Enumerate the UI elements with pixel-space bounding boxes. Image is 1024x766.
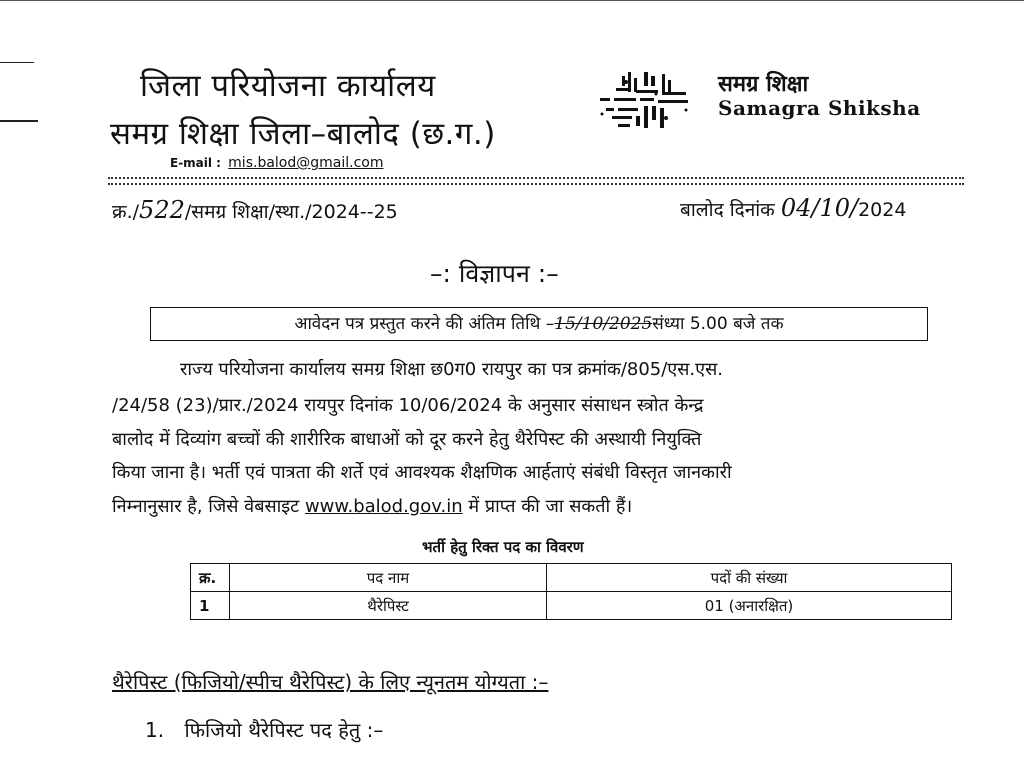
table-cell: थैरेपिस्ट [230,592,547,620]
date-year: 2024 [858,199,907,221]
email-label: E-mail : [170,156,221,170]
website-link[interactable]: www.balod.gov.in [304,496,463,517]
deadline-box [150,307,928,341]
header-divider [108,177,964,179]
scan-mark [0,62,34,63]
table-row [191,592,952,620]
item-number: 1. [145,718,165,742]
body-line: /24/58 (23)/प्रार./2024 रायपुर दिनांक 10/06/2024 के अनुसार संसाधन स्त्रोत केन्द्र [112,395,704,416]
date-handwritten: 04/10/ [780,194,859,222]
scan-mark [0,120,38,122]
reference-prefix: क्र./ [112,201,140,223]
notice-heading: –: विज्ञापन :– [430,259,559,288]
column-header: पद नाम [230,564,547,592]
column-header: क्र. [191,564,230,592]
table-header-row [191,564,952,592]
office-name-line1: जिला परियोजना कार्यालय [140,68,436,104]
vacancy-table [190,563,952,620]
samagra-shiksha-logo-icon [596,70,706,134]
deadline-label: आवेदन पत्र प्रस्तुत करने की अंतिम तिथि – [294,314,555,334]
column-header: पदों की संख्या [547,564,952,592]
table-cell: 1 [191,592,230,620]
date-prefix: बालोद दिनांक [680,199,775,221]
body-text: निम्नानुसार है, जिसे वेबसाइट [112,496,300,517]
body-line: राज्य परियोजना कार्यालय समग्र शिक्षा छ0ग0 रायपुर का पत्र क्रमांक/805/एस.एस. [180,359,723,380]
email-line [170,155,383,171]
item-text: फिजियो थैरेपिस्ट पद हेतु :– [184,718,384,742]
reference-number [112,196,398,224]
header-divider [108,183,964,185]
table-cell: 01 (अनारक्षित) [547,592,952,620]
reference-date [680,194,906,222]
deadline-date: 15/10/2025 [554,314,653,334]
qualification-item [145,716,383,743]
scan-edge [0,0,1024,1]
reference-handwritten-number: 522 [139,196,185,224]
brand-name-english: Samagra Shiksha [718,96,921,120]
reference-suffix: /समग्र शिक्षा/स्था./2024--25 [184,201,398,223]
body-line: किया जाना है। भर्ती एवं पात्रता की शर्ते एवं आवश्यक शैक्षणिक आर्हताएं संबंधी विस्तृत जानकारी [112,462,732,483]
vacancy-table-caption: भर्ती हेतु रिक्त पद का विवरण [422,538,584,556]
body-text: में प्राप्त की जा सकती हैं। [468,496,633,517]
office-name-line2: समग्र शिक्षा जिला–बालोद (छ.ग.) [110,116,496,152]
qualification-title: थैरेपिस्ट (फिजियो/स्पीच थैरेपिस्ट) के लिए न्यूनतम योग्यता :– [112,670,549,694]
deadline-time: संध्या 5.00 बजे तक [652,314,784,334]
brand-name-hindi: समग्र शिक्षा [718,72,809,97]
body-line: बालोद में दिव्यांग बच्चों की शारीरिक बाधाओं को दूर करने हेतु थैरेपिस्ट की अस्थायी नियुक्ति [112,429,702,450]
body-line [112,494,632,518]
email-address: mis.balod@gmail.com [228,155,384,171]
